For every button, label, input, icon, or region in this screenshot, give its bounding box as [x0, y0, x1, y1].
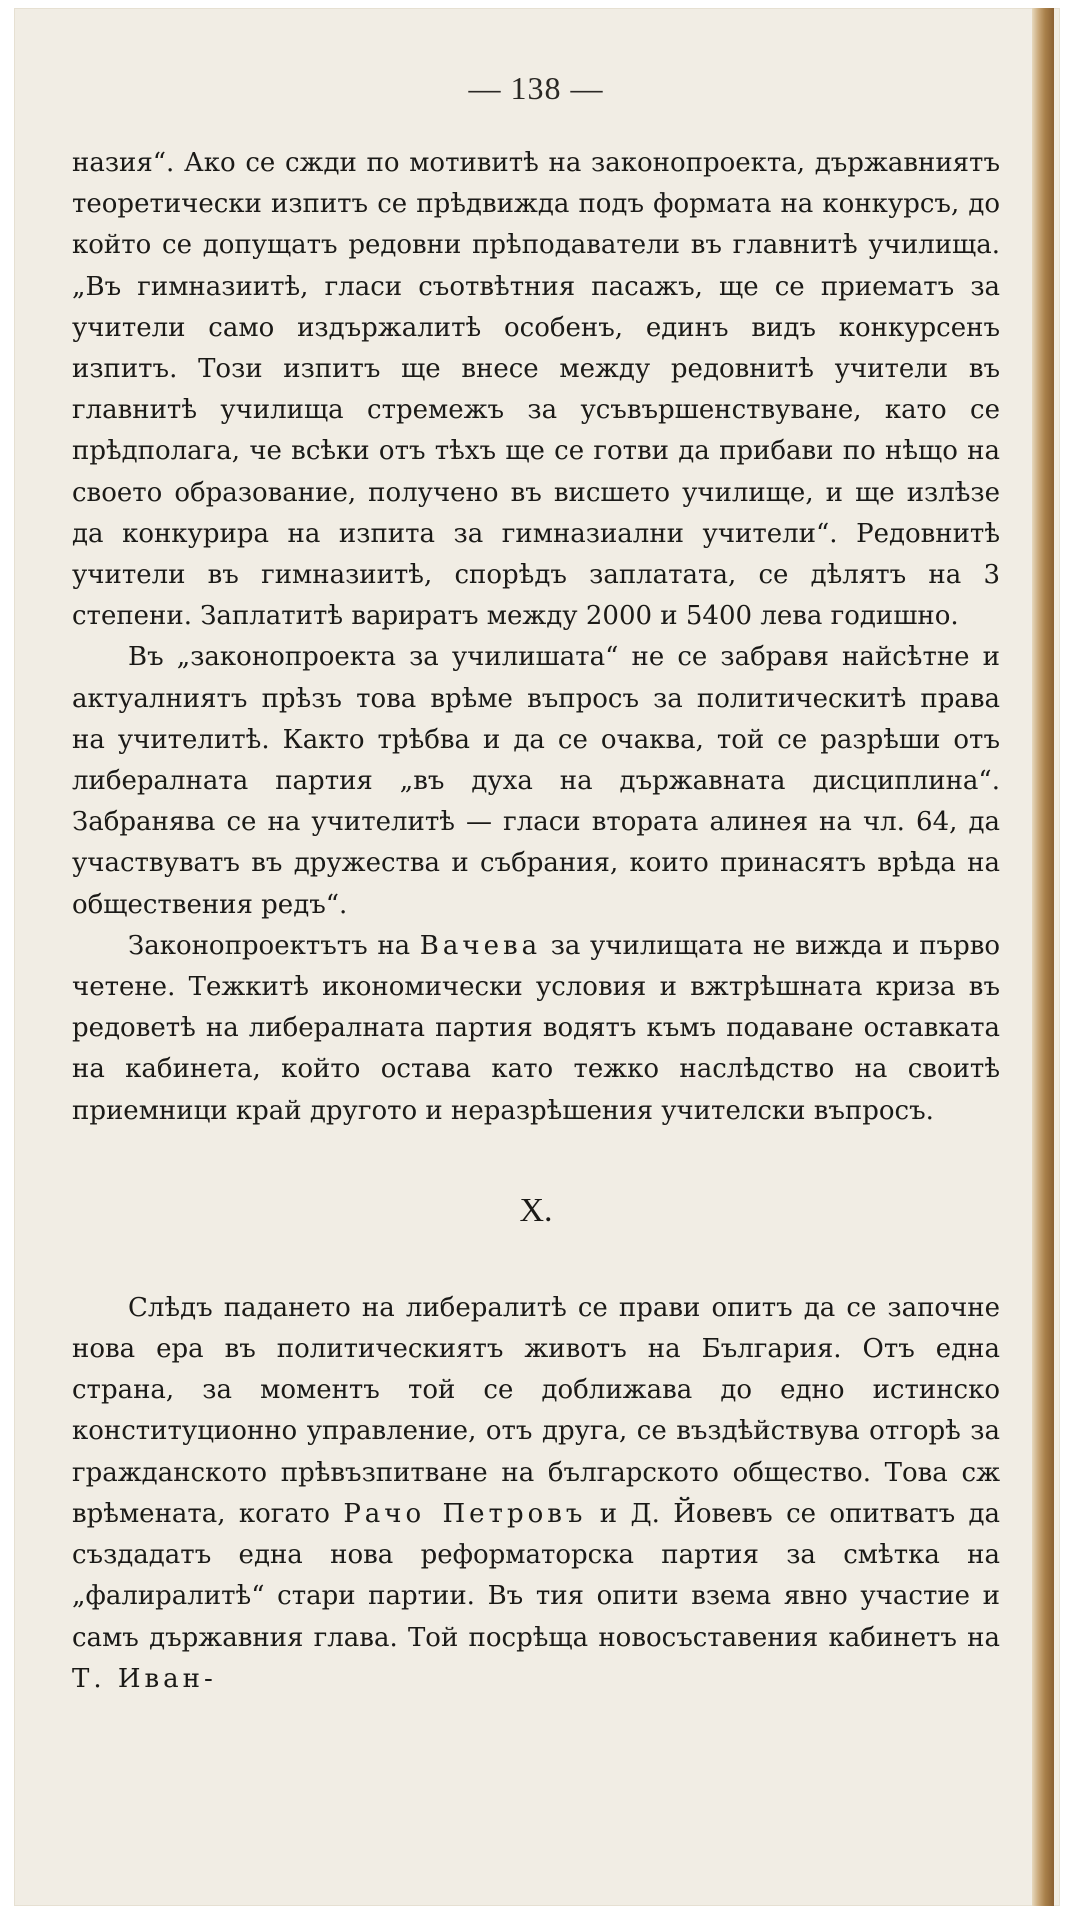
paragraph: [72, 1288, 1000, 1700]
paragraph: [72, 637, 1000, 925]
paragraph-text: Законопроектътъ на: [128, 930, 420, 961]
paragraph-text: и Д. Йовевъ се опитватъ да създадатъ една нова реформаторска партия за смѣтка на „фалиралитѣ“ стари партии. Въ тия опити взема явно участие и самъ държавния глава. Той посрѣща новосъставения кабинетъ на: [72, 1498, 1000, 1653]
book-page: [14, 8, 1060, 1906]
paragraph-text: Въ „законопроекта за училишата“ не се забравя найсѣтне и актуалниятъ прѣзъ това врѣме въпросъ за политическитѣ права на учителитѣ. Както трѣбва и да се очаква, той се разрѣши отъ либералната партия „въ духа на държавната дисциплина“. Забранява се на учителитѣ — гласи втората алинея на чл. 64, да участвуватъ въ дружества и събрания, които принасятъ врѣда на обществения редъ“.: [72, 642, 1000, 920]
spaced-name: Рачо Петровъ: [343, 1498, 587, 1529]
page-content: [72, 70, 1000, 1700]
paragraph-text: за училищата не вижда и първо четене. Тежкитѣ икономически условия и вжтрѣшната криза въ редоветѣ на либералната партия водятъ къмъ подаване оставката на кабинета, който остава като тежко наслѣдство на своитѣ приемници край другото и неразрѣшения учителски въпросъ.: [72, 930, 1000, 1126]
paragraph-text: назия“. Ако се сжди по мотивитѣ на законопроекта, държавниятъ теоретически изпитъ се прѣдвижда подъ формата на конкурсъ, до който се допущатъ редовни прѣподаватели въ главнитѣ училища. „Въ гимназиитѣ, гласи съотвѣтния пасажъ, ще се приематъ за учители само издържалитѣ особенъ, единъ видъ конкурсенъ изпитъ. Този изпитъ ще внесе между редовнитѣ учители въ главнитѣ училища стремежъ за усъвършенствуване, като се прѣдполага, че всѣки отъ тѣхъ ще се готви да прибави по нѣщо на своето образование, получено въ висшето училище, и ще излѣзе да конкурира на изпита за гимназиални учители“. Редовнитѣ учители въ гимназиитѣ, спорѣдъ заплатата, се дѣлятъ на 3 степени. Заплатитѣ вариратъ между 2000 и 5400 лева годишно.: [72, 148, 1000, 632]
spaced-name: Т. Иван-: [72, 1663, 217, 1694]
spaced-name: Вачева: [419, 930, 542, 961]
paragraph: [72, 926, 1000, 1132]
paragraph: [72, 143, 1000, 637]
paragraph-text: Слѣдъ падането на либералитѣ се прави опитъ да се започне нова ера въ политическиятъ животъ на България. Отъ една страна, за моментъ той се доближава до едно истинско конституционно управление, отъ друга, се въздѣйствува отгорѣ за гражданското прѣвъзпитване на българското общество. Това сж врѣмената, когато: [72, 1292, 1000, 1529]
page-spine-edge: [1032, 8, 1054, 1906]
page-number: — 138 —: [468, 70, 604, 106]
section-heading: X.: [519, 1191, 553, 1229]
